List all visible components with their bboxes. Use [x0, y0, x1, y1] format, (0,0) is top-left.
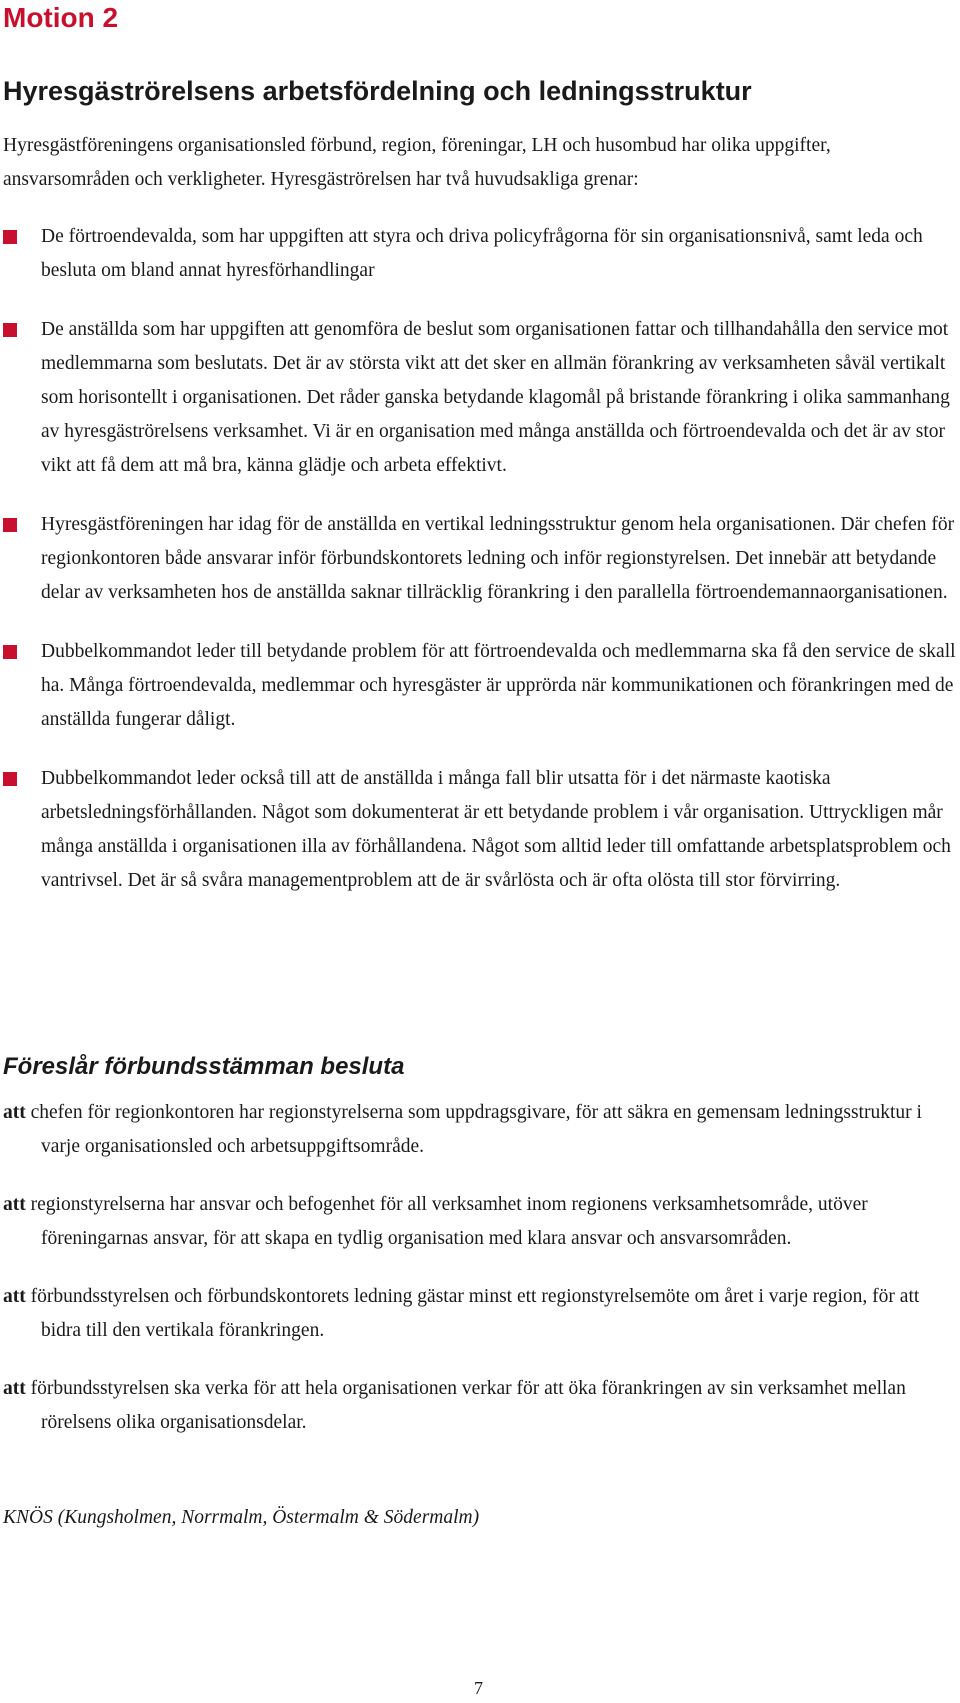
red-square-bullet-icon	[3, 518, 17, 532]
att-clause-text: regionstyrelserna har ansvar och befogenhet för all verksamhet inom regionens verksamhetsområde, utöver föreningarnas ansvar, för att skapa en tydlig organisation med klara ansvar och ansvarsområden.	[30, 1194, 868, 1249]
att-clause-text: förbundsstyrelsen ska verka för att hela organisationen verkar för att öka förankringen av sin verksamhet mellan rörelsens olika organisationsdelar.	[30, 1378, 906, 1433]
bullet-text: Hyresgästföreningen har idag för de anställda en vertikal ledningsstruktur genom hela organisationen. Där chefen för regionkontoren både ansvarar inför förbundskontorets ledning och inför regionstyrelsen. Det innebär att betydande delar av verksamheten hos de anställda saknar tillräcklig förankring i den parallella förtroendemannaorganisationen.	[41, 514, 955, 603]
page-number: 7	[474, 1678, 483, 1698]
signature: KNÖS (Kungsholmen, Norrmalm, Östermalm & Södermalm)	[3, 1507, 480, 1528]
att-keyword: att	[3, 1194, 26, 1215]
att-clause-text: förbundsstyrelsen och förbundskontorets ledning gästar minst ett regionstyrelsemöte om året i varje region, för att bidra till den vertikala förankringen.	[30, 1286, 920, 1341]
att-keyword: att	[3, 1286, 26, 1307]
page-title: Hyresgäströrelsens arbetsfördelning och ledningsstruktur	[3, 76, 752, 106]
att-clause	[3, 1280, 953, 1348]
att-clause	[3, 1188, 953, 1256]
att-keyword: att	[3, 1378, 26, 1399]
att-clause-list	[3, 1096, 953, 1464]
bullet-item	[0, 508, 960, 610]
red-square-bullet-icon	[3, 645, 17, 659]
att-keyword: att	[3, 1102, 26, 1123]
bullet-item	[0, 220, 960, 288]
red-square-bullet-icon	[3, 230, 17, 244]
red-square-bullet-icon	[3, 772, 17, 786]
att-clause	[3, 1096, 953, 1164]
intro-paragraph: Hyresgästföreningens organisationsled förbund, region, föreningar, LH och husombud har olika uppgifter, ansvarsområden och verkligheter. Hyresgäströrelsen har två huvudsakliga grenar:	[3, 135, 831, 190]
proposal-heading: Föreslår förbundsstämman besluta	[3, 1053, 405, 1080]
motion-label: Motion 2	[3, 2, 119, 33]
bullet-item	[0, 313, 960, 483]
red-square-bullet-icon	[3, 323, 17, 337]
bullet-item	[0, 762, 960, 898]
bullet-text: Dubbelkommandot leder också till att de anställda i många fall blir utsatta för i det närmaste kaotiska arbetsledningsförhållanden. Något som dokumenterat är ett betydande problem i vår organisation. Uttryckligen mår många anställda i organisationen illa av förhållandena. Något som alltid leder till omfattande arbetsplatsproblem och vantrivsel. Det är så svåra managementproblem att de är svårlösta och är ofta olösta till stor förvirring.	[41, 768, 951, 891]
bullet-text: Dubbelkommandot leder till betydande problem för att förtroendevalda och medlemmarna ska få den service de skall ha. Många förtroendevalda, medlemmar och hyresgäster är upprörda när kommunikationen och förankringen med de anställda fungerar dåligt.	[41, 641, 956, 730]
att-clause-text: chefen för regionkontoren har regionstyrelserna som uppdragsgivare, för att säkra en gemensam ledningsstruktur i varje organisationsled och arbetsuppgiftsområde.	[30, 1102, 922, 1157]
bullet-text: De anställda som har uppgiften att genomföra de beslut som organisationen fattar och tillhandahålla den service mot medlemmarna som beslutats. Det är av största vikt att det sker en allmän förankring av verksamheten såväl vertikalt som horisontellt i organisationen. Det råder ganska betydande klagomål på bristande förankring i olika sammanhang av hyresgäströrelsens verksamhet. Vi är en organisation med många anställda och förtroendevalda och det är av stor vikt att få dem att må bra, känna glädje och arbeta effektivt.	[41, 319, 950, 476]
bullet-text: De förtroendevalda, som har uppgiften att styra och driva policyfrågorna för sin organisationsnivå, samt leda och besluta om bland annat hyresförhandlingar	[41, 226, 923, 281]
bullet-item	[0, 635, 960, 737]
bullet-list	[0, 220, 960, 923]
att-clause	[3, 1372, 953, 1440]
